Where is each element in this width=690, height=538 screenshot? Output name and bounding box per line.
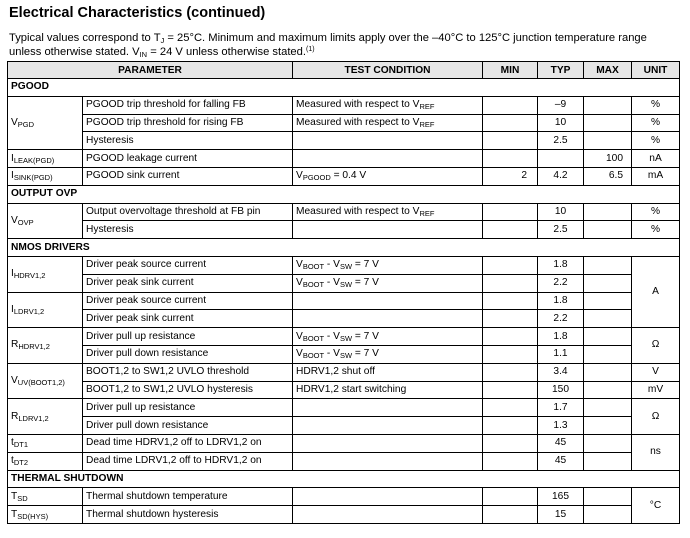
- max-cell: [584, 310, 632, 328]
- typ-cell: [538, 150, 584, 168]
- max-cell: [584, 96, 632, 114]
- typ-cell: 1.8: [538, 328, 584, 346]
- header-row: [8, 62, 680, 79]
- test-condition-cell: $V_{BOOT} - V_{SW} = 7$ V: [293, 256, 483, 274]
- page-title: Electrical Characteristics (continued): [9, 5, 266, 21]
- typ-cell: 10: [538, 203, 584, 221]
- table-row: [8, 167, 680, 185]
- test-condition-cell: Measured with respect to $V_{REF}$: [293, 203, 483, 221]
- parameter-cell: BOOT1,2 to SW1,2 UVLO threshold: [83, 363, 293, 381]
- table-row: [8, 203, 680, 221]
- symbol-cell: $T_{SD}$: [8, 488, 83, 506]
- typ-cell: 2.2: [538, 274, 584, 292]
- min-cell: [483, 292, 538, 310]
- typ-cell: 2.5: [538, 221, 584, 239]
- max-cell: [584, 292, 632, 310]
- parameter-cell: PGOOD trip threshold for falling FB: [83, 96, 293, 114]
- symbol-cell: $V_{UV(BOOT1,2)}$: [8, 363, 83, 399]
- typ-cell: 3.4: [538, 363, 584, 381]
- table-row: [8, 310, 680, 328]
- max-cell: [584, 363, 632, 381]
- test-condition-cell: HDRV1,2 start switching: [293, 381, 483, 399]
- table-row: [8, 452, 680, 470]
- unit-cell: %: [632, 114, 680, 132]
- test-condition-cell: [293, 221, 483, 239]
- min-cell: [483, 96, 538, 114]
- parameter-cell: Driver peak sink current: [83, 310, 293, 328]
- max-cell: [584, 132, 632, 150]
- test-condition-cell: Measured with respect to $V_{REF}$: [293, 96, 483, 114]
- electrical-characteristics-table: [7, 61, 680, 524]
- test-condition-cell: $V_{PGOOD} = 0.4$ V: [293, 167, 483, 185]
- max-cell: [584, 506, 632, 524]
- typ-cell: 1.1: [538, 345, 584, 363]
- unit-cell: ns: [632, 434, 680, 470]
- parameter-cell: Thermal shutdown hysteresis: [83, 506, 293, 524]
- typ-cell: 10: [538, 114, 584, 132]
- test-condition-cell: [293, 488, 483, 506]
- table-row: [8, 488, 680, 506]
- parameter-cell: Driver pull down resistance: [83, 417, 293, 435]
- table-row: [8, 328, 680, 346]
- max-cell: [584, 488, 632, 506]
- max-cell: 100: [584, 150, 632, 168]
- parameter-cell: Driver peak source current: [83, 292, 293, 310]
- min-cell: [483, 114, 538, 132]
- table-row: [8, 132, 680, 150]
- unit-cell: %: [632, 221, 680, 239]
- table-row: [8, 256, 680, 274]
- unit-cell: %: [632, 132, 680, 150]
- table-row: [8, 274, 680, 292]
- test-condition-cell: [293, 399, 483, 417]
- unit-cell: %: [632, 96, 680, 114]
- max-cell: [584, 114, 632, 132]
- parameter-cell: PGOOD leakage current: [83, 150, 293, 168]
- unit-cell: %: [632, 203, 680, 221]
- header-typ: TYP: [538, 62, 584, 79]
- symbol-cell: $I_{SINK(PGD)}$: [8, 167, 83, 185]
- symbol-cell: $t_{DT1}$: [8, 434, 83, 452]
- typ-cell: 15: [538, 506, 584, 524]
- test-condition-cell: [293, 132, 483, 150]
- test-condition-cell: [293, 434, 483, 452]
- min-cell: [483, 203, 538, 221]
- symbol-cell: $V_{OVP}$: [8, 203, 83, 239]
- table-row: [8, 417, 680, 435]
- min-cell: [483, 221, 538, 239]
- min-cell: [483, 363, 538, 381]
- max-cell: [584, 328, 632, 346]
- max-cell: [584, 434, 632, 452]
- max-cell: [584, 399, 632, 417]
- min-cell: [483, 310, 538, 328]
- max-cell: [584, 417, 632, 435]
- parameter-cell: Dead time LDRV1,2 off to HDRV1,2 on: [83, 452, 293, 470]
- symbol-cell: $R_{LDRV1,2}$: [8, 399, 83, 435]
- typ-cell: 1.3: [538, 417, 584, 435]
- unit-cell: nA: [632, 150, 680, 168]
- header-unit: UNIT: [632, 62, 680, 79]
- typ-cell: 45: [538, 452, 584, 470]
- test-condition-cell: [293, 452, 483, 470]
- header-test-condition: TEST CONDITION: [293, 62, 483, 79]
- unit-cell: °C: [632, 488, 680, 524]
- max-cell: [584, 381, 632, 399]
- unit-cell: V: [632, 363, 680, 381]
- table-row: [8, 381, 680, 399]
- header-min: MIN: [483, 62, 538, 79]
- table-row: [8, 506, 680, 524]
- typ-cell: 1.7: [538, 399, 584, 417]
- min-cell: [483, 345, 538, 363]
- test-condition-cell: $V_{BOOT} - V_{SW} = 7$ V: [293, 328, 483, 346]
- min-cell: [483, 274, 538, 292]
- min-cell: [483, 328, 538, 346]
- symbol-cell: $t_{DT2}$: [8, 452, 83, 470]
- test-condition-cell: $V_{BOOT} - V_{SW} = 7$ V: [293, 345, 483, 363]
- parameter-cell: PGOOD trip threshold for rising FB: [83, 114, 293, 132]
- parameter-cell: Driver peak sink current: [83, 274, 293, 292]
- min-cell: [483, 506, 538, 524]
- symbol-cell: $R_{HDRV1,2}$: [8, 328, 83, 364]
- parameter-cell: Thermal shutdown temperature: [83, 488, 293, 506]
- table-row: [8, 363, 680, 381]
- typ-cell: 150: [538, 381, 584, 399]
- min-cell: [483, 150, 538, 168]
- max-cell: [584, 203, 632, 221]
- parameter-cell: Driver pull down resistance: [83, 345, 293, 363]
- parameter-cell: Dead time HDRV1,2 off to LDRV1,2 on: [83, 434, 293, 452]
- typ-cell: 1.8: [538, 292, 584, 310]
- intro-text: Typical values correspond to $T_J = 25^\circ C$. Minimum and maximum limits apply over the –40°C to 125°C junction temperature range unless otherwise stated. $V_{IN} = 24$ V unless otherwise stated.$^{(1)}$: [9, 32, 647, 59]
- test-condition-cell: [293, 417, 483, 435]
- section-nmos-drivers: NMOS DRIVERS: [8, 239, 680, 257]
- test-condition-cell: [293, 310, 483, 328]
- table-row: [8, 345, 680, 363]
- max-cell: [584, 274, 632, 292]
- test-condition-cell: Measured with respect to $V_{REF}$: [293, 114, 483, 132]
- header-max: MAX: [584, 62, 632, 79]
- symbol-cell: $I_{LDRV1,2}$: [8, 292, 83, 328]
- symbol-cell: $V_{PGD}$: [8, 96, 83, 149]
- typ-cell: 1.8: [538, 256, 584, 274]
- symbol-cell: $T_{SD(HYS)}$: [8, 506, 83, 524]
- header-parameter: PARAMETER: [8, 62, 293, 79]
- min-cell: [483, 417, 538, 435]
- test-condition-cell: [293, 506, 483, 524]
- parameter-cell: BOOT1,2 to SW1,2 UVLO hysteresis: [83, 381, 293, 399]
- min-cell: [483, 381, 538, 399]
- max-cell: [584, 256, 632, 274]
- parameter-cell: Output overvoltage threshold at FB pin: [83, 203, 293, 221]
- test-condition-cell: $V_{BOOT} - V_{SW} = 7$ V: [293, 274, 483, 292]
- min-cell: [483, 488, 538, 506]
- symbol-cell: $I_{HDRV1,2}$: [8, 256, 83, 292]
- test-condition-cell: [293, 150, 483, 168]
- table-row: [8, 114, 680, 132]
- typ-cell: 45: [538, 434, 584, 452]
- typ-cell: 4.2: [538, 167, 584, 185]
- section-pgood: PGOOD: [8, 79, 680, 97]
- typ-cell: 165: [538, 488, 584, 506]
- parameter-cell: PGOOD sink current: [83, 167, 293, 185]
- max-cell: [584, 452, 632, 470]
- test-condition-cell: [293, 292, 483, 310]
- table-row: [8, 292, 680, 310]
- unit-cell: A: [632, 256, 680, 327]
- table-row: [8, 150, 680, 168]
- section-thermal-shutdown: THERMAL SHUTDOWN: [8, 470, 680, 488]
- parameter-cell: Hysteresis: [83, 221, 293, 239]
- min-cell: [483, 399, 538, 417]
- section-output-ovp: OUTPUT OVP: [8, 185, 680, 203]
- unit-cell: Ω: [632, 328, 680, 364]
- table-row: [8, 399, 680, 417]
- max-cell: [584, 345, 632, 363]
- parameter-cell: Driver pull up resistance: [83, 328, 293, 346]
- unit-cell: mV: [632, 381, 680, 399]
- min-cell: [483, 256, 538, 274]
- min-cell: 2: [483, 167, 538, 185]
- unit-cell: mA: [632, 167, 680, 185]
- min-cell: [483, 452, 538, 470]
- typ-cell: 2.2: [538, 310, 584, 328]
- max-cell: [584, 221, 632, 239]
- unit-cell: Ω: [632, 399, 680, 435]
- table-row: [8, 96, 680, 114]
- symbol-cell: $I_{LEAK(PGD)}$: [8, 150, 83, 168]
- parameter-cell: Hysteresis: [83, 132, 293, 150]
- typ-cell: 2.5: [538, 132, 584, 150]
- table-body: [8, 79, 680, 524]
- test-condition-cell: HDRV1,2 shut off: [293, 363, 483, 381]
- parameter-cell: Driver pull up resistance: [83, 399, 293, 417]
- typ-cell: –9: [538, 96, 584, 114]
- parameter-cell: Driver peak source current: [83, 256, 293, 274]
- max-cell: 6.5: [584, 167, 632, 185]
- min-cell: [483, 132, 538, 150]
- table-row: [8, 434, 680, 452]
- table-row: [8, 221, 680, 239]
- min-cell: [483, 434, 538, 452]
